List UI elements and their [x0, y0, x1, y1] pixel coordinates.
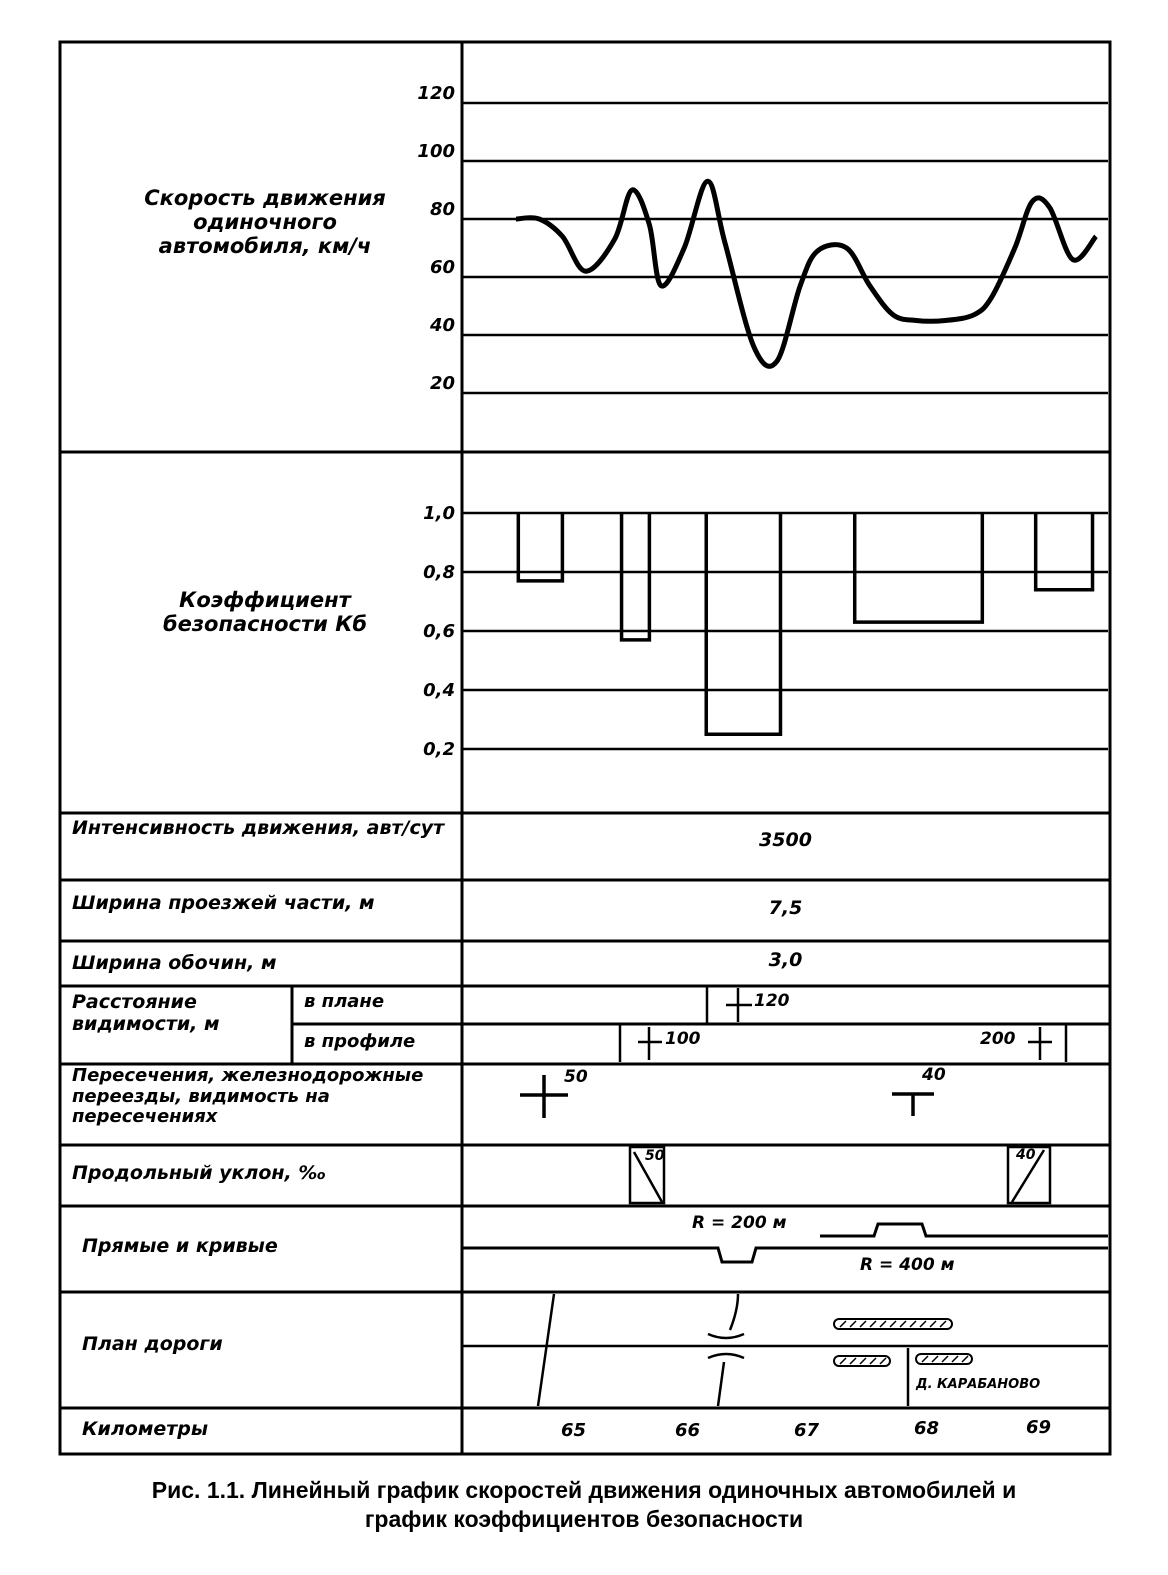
intensity-value: 3500 — [759, 829, 812, 851]
kb-tick-label: 0,2 — [423, 739, 455, 760]
crossroad — [538, 1294, 554, 1406]
visibility-plan-label: в плане — [304, 991, 385, 1012]
caption-line-1: Рис. 1.1. Линейный график скоростей движения одиночных автомобилей и — [151, 1477, 1017, 1503]
curve-line-r400 — [820, 1224, 1108, 1236]
bridge-icon — [708, 1334, 744, 1338]
river-line — [718, 1362, 724, 1406]
kb-bar — [1036, 513, 1093, 590]
shoulders-label: Ширина обочин, м — [72, 952, 277, 974]
km-tick: 66 — [675, 1420, 701, 1441]
bridge-icon — [708, 1354, 744, 1358]
intensity-label: Интенсивность движения, авт/сут — [72, 817, 445, 839]
grade-value: 40 — [1016, 1147, 1036, 1163]
km-tick: 67 — [794, 1420, 820, 1441]
km-tick: 65 — [561, 1420, 587, 1441]
km-axis-label: Километры — [82, 1418, 209, 1440]
curve-line-r200 — [463, 1248, 1108, 1262]
speed-tick-label: 100 — [417, 141, 455, 162]
curve-radius-label: R = 400 м — [860, 1255, 955, 1275]
kb-tick-label: 0,4 — [423, 680, 455, 701]
plan-label: План дороги — [82, 1333, 223, 1355]
village-name: Д. КАРАБАНОВО — [916, 1377, 1041, 1392]
kb-bar — [518, 513, 562, 581]
visibility-label: Расстояние видимости, м — [72, 991, 220, 1035]
kb-axis-title: Коэффициент безопасности Кб — [162, 588, 368, 637]
carriageway-label: Ширина проезжей части, м — [72, 892, 375, 914]
km-tick: 68 — [914, 1418, 940, 1439]
visibility-profile-label: в профиле — [304, 1031, 416, 1052]
curve-radius-label: R = 200 м — [692, 1213, 787, 1233]
crossings-label: Пересечения, железнодорожные переезды, видимость на пересечениях — [72, 1065, 424, 1128]
caption-line-2: график коэффициентов безопасности — [364, 1505, 804, 1532]
kb-tick-label: 1,0 — [423, 503, 455, 524]
speed-tick-label: 120 — [417, 83, 455, 104]
visibility-profile-value: 100 — [665, 1029, 701, 1049]
speed-line — [516, 181, 1096, 366]
crossing-visibility-value: 40 — [922, 1065, 946, 1085]
speed-tick-label: 20 — [429, 373, 455, 394]
carriageway-value: 7,5 — [768, 897, 803, 919]
speed-tick-label: 40 — [429, 315, 455, 336]
grade-label: Продольный уклон, ‰ — [72, 1162, 326, 1184]
shoulders-value: 3,0 — [768, 949, 803, 971]
visibility-plan-value: 120 — [754, 991, 790, 1011]
speed-axis-title: Скорость движения одиночного автомобиля, км/ч — [144, 186, 386, 259]
kb-bar — [706, 513, 780, 734]
kb-tick-label: 0,6 — [423, 621, 455, 642]
curves-label: Прямые и кривые — [82, 1235, 278, 1257]
speed-tick-label: 60 — [429, 257, 455, 278]
visibility-profile-value: 200 — [980, 1029, 1016, 1049]
grade-value: 50 — [645, 1148, 665, 1164]
kb-bar — [855, 513, 983, 622]
kb-tick-label: 0,8 — [423, 562, 455, 583]
figure-caption — [0, 1476, 1168, 1534]
river-line — [730, 1294, 738, 1330]
speed-tick-label: 80 — [429, 199, 455, 220]
kb-bar — [622, 513, 650, 640]
km-tick: 69 — [1026, 1417, 1052, 1438]
crossing-visibility-value: 50 — [564, 1067, 588, 1087]
